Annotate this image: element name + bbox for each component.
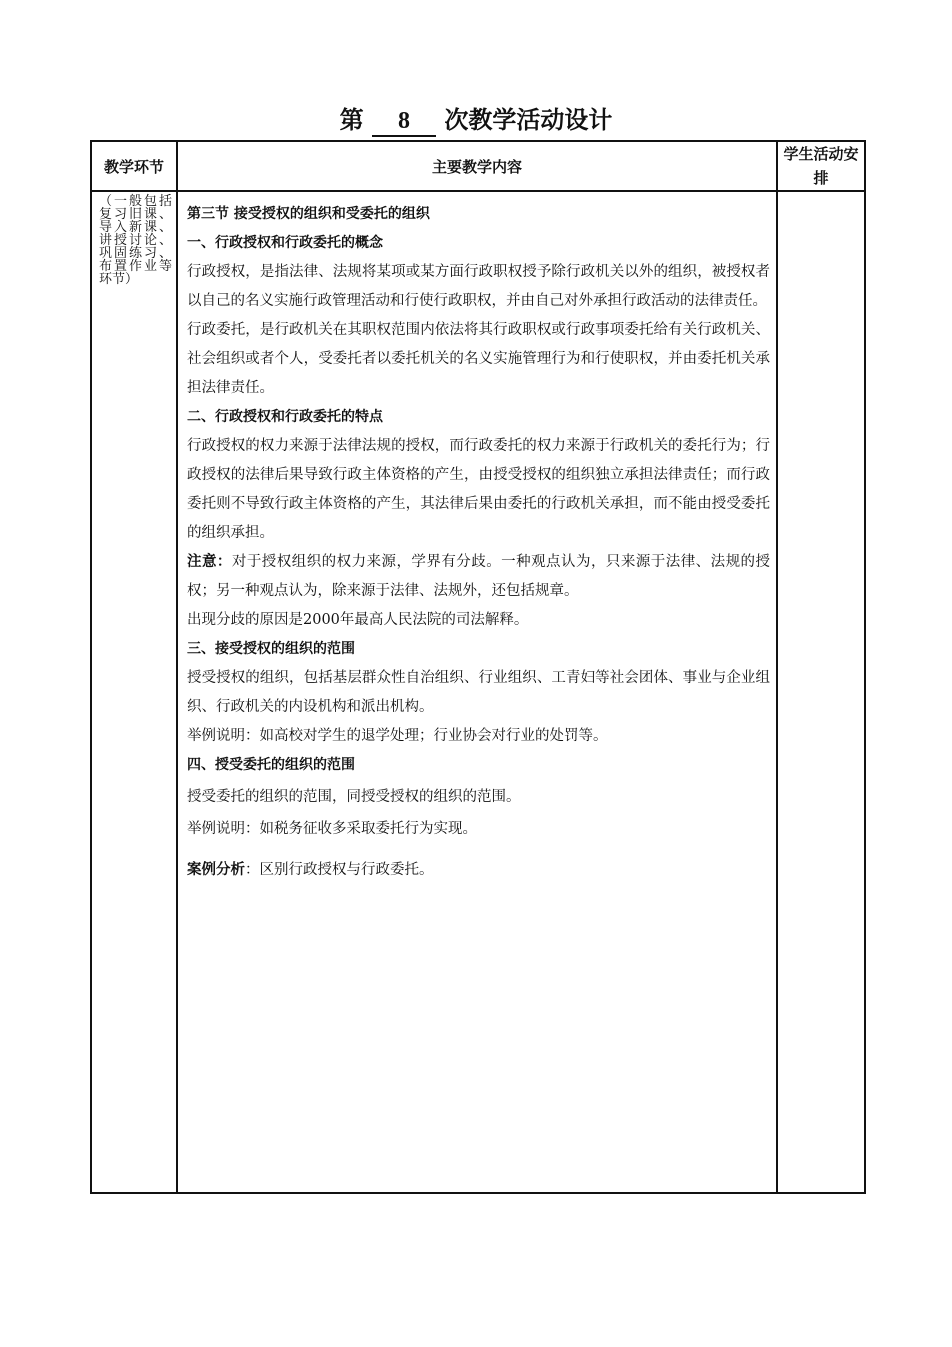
title-prefix: 第 xyxy=(339,106,364,134)
student-activity-cell xyxy=(777,191,865,1193)
stage-note: （一般包括复习旧课、导入新课、讲授讨论、巩固练习、布置作业等环节） xyxy=(99,194,172,287)
lesson-number: 8 xyxy=(372,107,436,137)
title-suffix: 次教学活动设计 xyxy=(444,106,613,134)
paragraph-authorized-example: 举例说明：如高校对学生的退学处理；行业协会对行业的处罚等。 xyxy=(187,728,608,744)
header-student-activity-text: 学生活动安排 xyxy=(783,145,859,187)
heading-authorized-scope: 三、接受授权的组织的范围 xyxy=(187,641,355,657)
body-row xyxy=(91,191,865,1193)
content-cell xyxy=(177,191,777,1193)
header-teaching-stage: 教学环节 xyxy=(91,141,177,191)
header-student-activity xyxy=(777,141,865,191)
case-text: ：区别行政授权与行政委托。 xyxy=(245,862,434,878)
content-body xyxy=(178,192,776,885)
case-label: 案例分析 xyxy=(187,862,245,878)
heading-characteristics: 二、行政授权和行政委托的特点 xyxy=(187,409,383,425)
paragraph-divergence-reason: 出现分歧的原因是2000年最高人民法院的司法解释。 xyxy=(187,612,529,628)
heading-entrusted-scope: 四、授受委托的组织的范围 xyxy=(187,757,355,773)
header-row xyxy=(91,141,865,191)
paragraph-entrusted-example: 举例说明：如税务征收多采取委托行为实现。 xyxy=(187,821,477,837)
lesson-plan-table xyxy=(90,140,866,1194)
section-title: 第三节 接受授权的组织和受委托的组织 xyxy=(187,206,430,222)
paragraph-authorized-scope: 授受授权的组织，包括基层群众性自治组织、行业组织、工青妇等社会团体、事业与企业组织、行政机关的内设机构和派出机构。 xyxy=(187,670,770,715)
paragraph-characteristics: 行政授权的权力来源于法律法规的授权，而行政委托的权力来源于行政机关的委托行为；行政授权的法律后果导致行政主体资格的产生，由授受授权的组织独立承担法律责任；而行政委托则不导致行政主体资格的产生，其法律后果由委托的行政机关承担，而不能由授受委托的组织承担。 xyxy=(187,438,770,541)
paragraph-note xyxy=(187,548,770,606)
heading-concept: 一、行政授权和行政委托的概念 xyxy=(187,235,383,251)
paragraph-entrustment-definition: 行政委托，是行政机关在其职权范围内依法将其行政职权或行政事项委托给有关行政机关、社会组织或者个人，受委托者以委托机关的名义实施管理行为和行使职权，并由委托机关承担法律责任。 xyxy=(187,322,770,396)
note-label: 注意： xyxy=(187,554,232,570)
paragraph-case-analysis xyxy=(187,856,770,885)
header-main-content: 主要教学内容 xyxy=(177,141,777,191)
page-title xyxy=(0,100,952,137)
paragraph-authorization-definition: 行政授权，是指法律、法规将某项或某方面行政职权授予除行政机关以外的组织，被授权者以自己的名义实施行政管理活动和行使行政职权，并由自己对外承担行政活动的法律责任。 xyxy=(187,264,770,309)
note-text: 对于授权组织的权力来源，学界有分歧。一种观点认为，只来源于法律、法规的授权；另一种观点认为，除来源于法律、法规外，还包括规章。 xyxy=(187,554,771,599)
stage-cell xyxy=(91,191,177,1193)
paragraph-entrusted-scope: 授受委托的组织的范围，同授受授权的组织的范围。 xyxy=(187,789,521,805)
